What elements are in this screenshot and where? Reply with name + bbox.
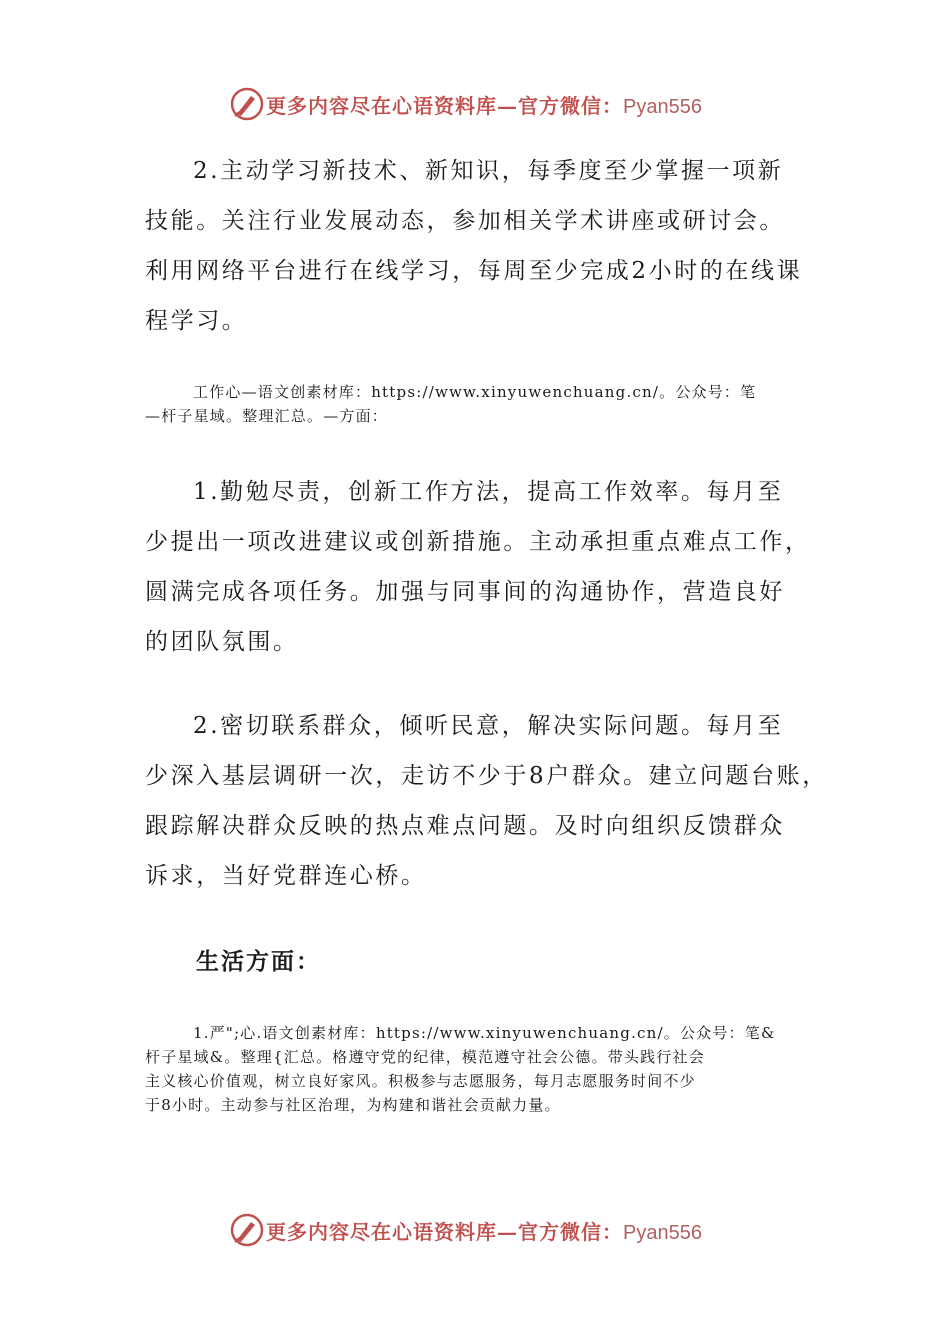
paragraph-work-2: 2.密切联系群众，倾听民意，解决实际问题。每月至 少深入基层调研一次，走访不少于8户群众。建立问题台账， 跟踪解决群众反映的热点难点问题。及时向组织反馈群众 诉求，当好党群连心桥。 [145, 713, 828, 889]
header-banner [0, 82, 950, 126]
life-heading: 生活方面： [196, 948, 321, 975]
banner-text: 更多内容尽在心语资料库—官方微信：Pyan556 [266, 1220, 702, 1244]
wechat-id: Pyan556 [623, 1222, 702, 1244]
watermark-note-1: 工作心—语文创素材库：https://www.xinyuwenchuang.cn/。公众号：笔 —杆子星域。整理汇总。—方面： [145, 383, 757, 425]
wechat-id: Pyan556 [623, 96, 702, 118]
paragraph-work-1: 1.勤勉尽责，创新工作方法，提高工作效率。每月至 少提出一项改进建议或创新措施。主动承担重点难点工作， 圆满完成各项任务。加强与同事间的沟通协作，营造良好 的团队氛围。 [145, 479, 811, 655]
footer-banner [0, 1208, 950, 1252]
watermark-note-2: 1.严";心.语文创素材库：https://www.xinyuwenchuang.cn/。公众号：笔& 杆子星域&。整理{汇总。格遵守党的纪律，模范遵守社会公德。带头践行社会 主义核心价值观，树立良好家风。积极参与志愿服务，每月志愿服务时间不少 于8小时。主动参与社区治理，为构建和谐社会贡献力量。 [145, 1024, 776, 1114]
banner-text: 更多内容尽在心语资料库—官方微信：Pyan556 [266, 94, 702, 118]
pen-logo-icon [229, 1212, 265, 1248]
pen-logo-icon [229, 86, 265, 122]
paragraph-study: 2.主动学习新技术、新知识，每季度至少掌握一项新 技能。关注行业发展动态，参加相关学术讲座或研讨会。 利用网络平台进行在线学习，每周至少完成2小时的在线课 程学习。 [145, 158, 803, 334]
